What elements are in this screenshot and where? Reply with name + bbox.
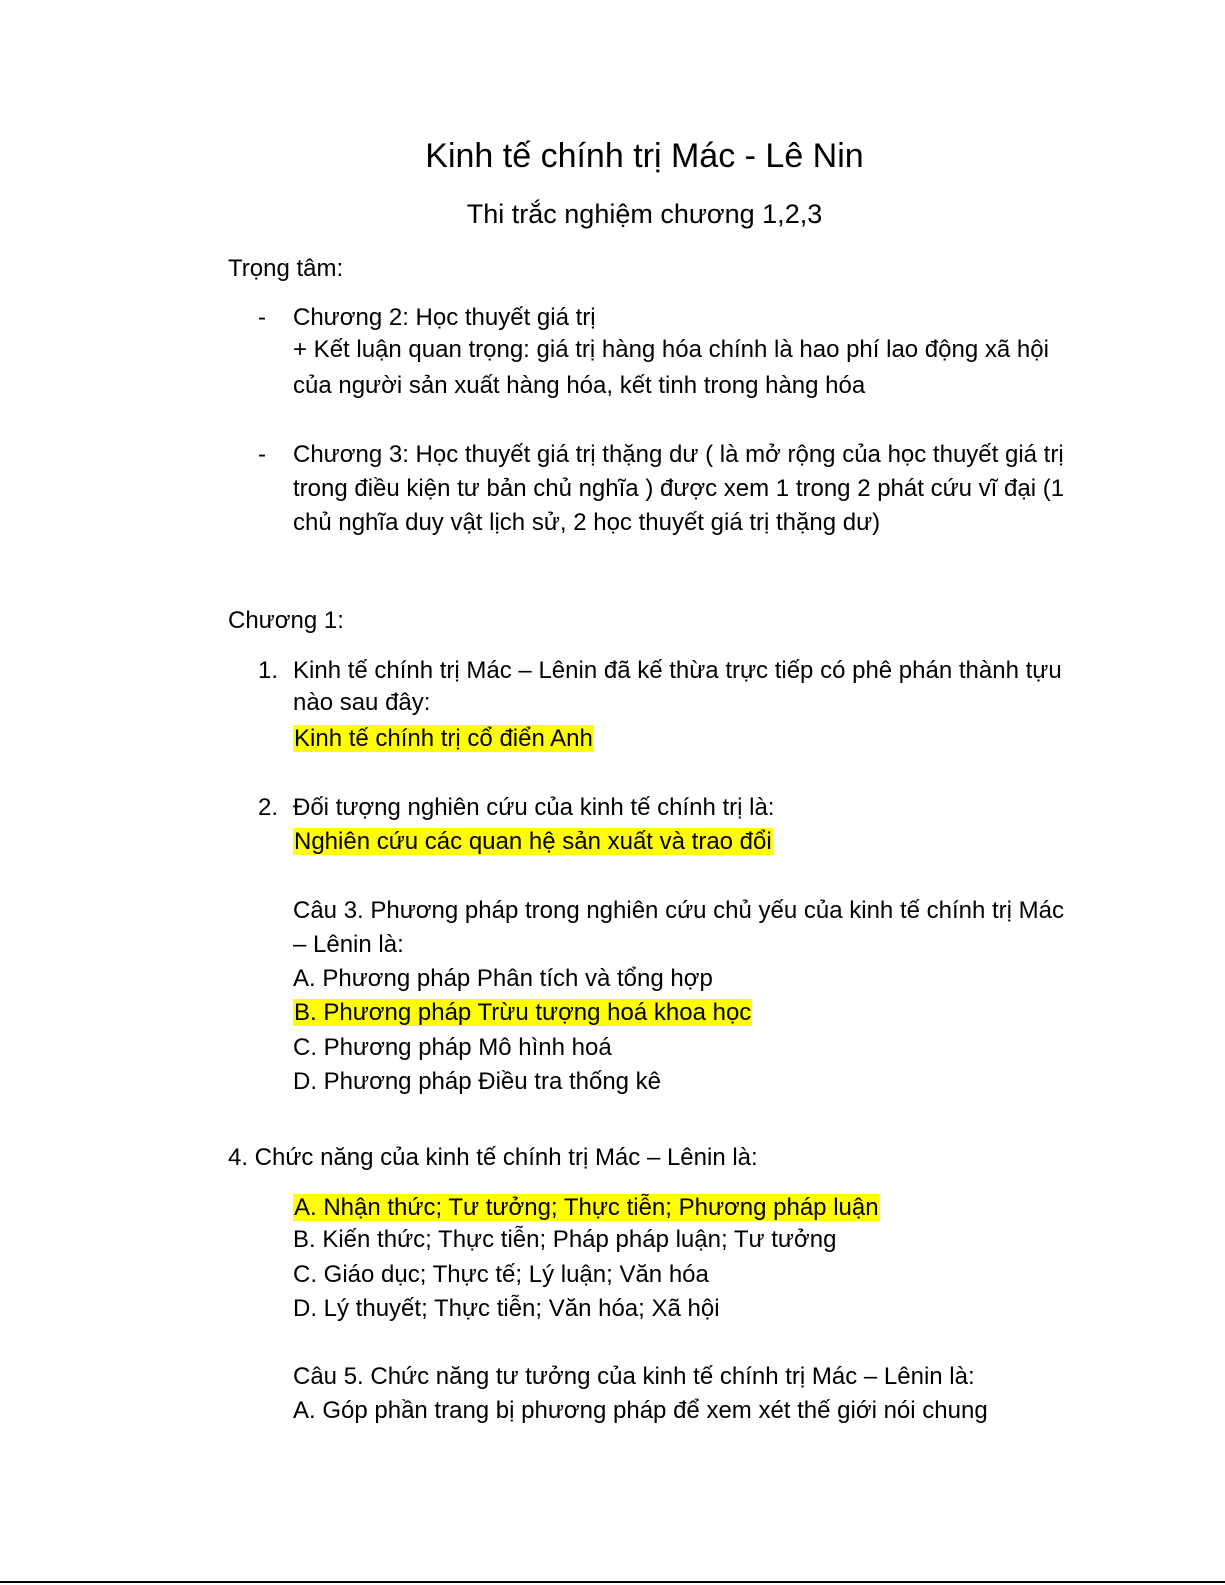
focus-item-line: của người sản xuất hàng hóa, kết tinh trong hàng hóa: [293, 372, 866, 399]
document-subtitle: Thi trắc nghiệm chương 1,2,3: [466, 199, 823, 229]
question-text: 4. Chức năng của kinh tế chính trị Mác – Lênin là:: [228, 1144, 758, 1171]
answer-highlighted: [293, 827, 773, 857]
document-title: Kinh tế chính trị Mác - Lê Nin: [425, 137, 864, 175]
answer-highlighted: [293, 724, 594, 754]
highlight: B. Phương pháp Trừu tượng hoá khoa học: [294, 999, 752, 1026]
option: C. Giáo dục; Thực tế; Lý luận; Văn hóa: [293, 1261, 709, 1288]
focus-item-line: + Kết luận quan trọng: giá trị hàng hóa chính là hao phí lao động xã hội: [293, 336, 1049, 363]
highlight: Nghiên cứu các quan hệ sản xuất và trao đổi: [294, 828, 772, 855]
option: D. Phương pháp Điều tra thống kê: [293, 1068, 662, 1095]
focus-item-line: trong điều kiện tư bản chủ nghĩa ) được xem 1 trong 2 phát cứu vĩ đại (1: [293, 475, 1065, 502]
question-text: Câu 5. Chức năng tư tưởng của kinh tế chính trị Mác – Lênin là:: [293, 1363, 975, 1390]
question-number: 2.: [258, 794, 279, 821]
option-highlighted: [293, 1193, 880, 1223]
chapter-heading: Chương 1:: [228, 607, 344, 634]
focus-item-line: Chương 3: Học thuyết giá trị thặng dư ( là mở rộng của học thuyết giá trị: [293, 441, 1064, 468]
question-text: Câu 3. Phương pháp trong nghiên cứu chủ yếu của kinh tế chính trị Mác: [293, 897, 1064, 924]
focus-item-line: chủ nghĩa duy vật lịch sử, 2 học thuyết giá trị thặng dư): [293, 509, 881, 536]
question-text: nào sau đây:: [293, 689, 431, 716]
highlight: Kinh tế chính trị cổ điển Anh: [294, 725, 593, 752]
page-divider: [0, 1581, 1225, 1583]
focus-label: Trọng tâm:: [228, 255, 344, 282]
option-highlighted: [293, 998, 752, 1028]
option: D. Lý thuyết; Thực tiễn; Văn hóa; Xã hội: [293, 1295, 720, 1322]
option: A. Phương pháp Phân tích và tổng hợp: [293, 965, 713, 992]
highlight: A. Nhận thức; Tư tưởng; Thực tiễn; Phương pháp luận: [294, 1194, 879, 1221]
bullet-marker: -: [258, 304, 266, 331]
question-text: Kinh tế chính trị Mác – Lênin đã kế thừa trực tiếp có phê phán thành tựu: [293, 657, 1062, 684]
question-text: Đối tượng nghiên cứu của kinh tế chính trị là:: [293, 794, 775, 821]
focus-item-heading: Chương 2: Học thuyết giá trị: [293, 304, 596, 331]
question-number: 1.: [258, 657, 279, 684]
option: A. Góp phần trang bị phương pháp để xem xét thế giới nói chung: [293, 1397, 988, 1424]
option: B. Kiến thức; Thực tiễn; Pháp pháp luận; Tư tưởng: [293, 1226, 837, 1253]
question-text: – Lênin là:: [293, 931, 404, 958]
bullet-marker: -: [258, 441, 266, 468]
option: C. Phương pháp Mô hình hoá: [293, 1034, 612, 1061]
